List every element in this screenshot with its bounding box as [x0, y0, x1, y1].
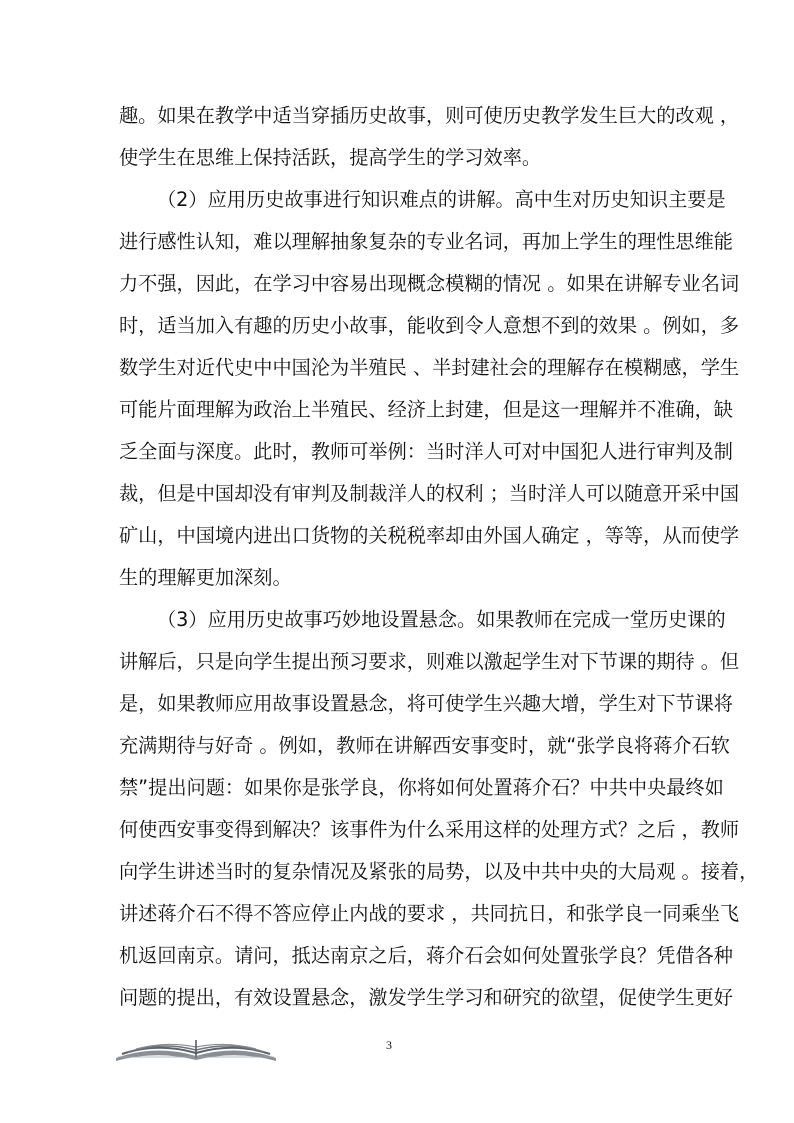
text-line: 矿山，中国境内进出口货物的关税税率却由外国人确定 ，等等，从而使学	[119, 524, 740, 547]
paragraph-3-first-line: （3）应用历史故事巧妙地设置悬念。如果教师在完成一堂历史课的	[157, 608, 726, 631]
text-line: 讲解后，只是向学生提出预习要求，则难以激起学生对下节课的期待 。但	[119, 650, 740, 673]
text-line: 进行感性认知，难以理解抽象复杂的专业名词，再加上学生的理性思维能	[119, 230, 733, 253]
text-line: 是，如果教师应用故事设置悬念，将可使学生兴趣大增，学生对下节课将	[119, 692, 733, 715]
text-line: 裁，但是中国却没有审判及制裁洋人的权利 ；当时洋人可以随意开采中国	[119, 482, 740, 505]
text-line: 充满期待与好奇 。例如，教师在讲解西安事变时，就“张学良将蒋介石软	[119, 734, 730, 757]
text-line: 趣。如果在教学中适当穿插历史故事，则可使历史教学发生巨大的改观 ，	[119, 104, 740, 127]
text-line: 使学生在思维上保持活跃，提高学生的学习效率。	[119, 146, 542, 169]
text-line: 向学生讲述当时的复杂情况及紧张的局势，以及中共中央的大局观 。接着，	[119, 860, 759, 883]
open-book-icon	[112, 1034, 280, 1062]
text-line: 问题的提出，有效设置悬念，激发学生学习和研究的欲望，促使学生更好	[119, 986, 733, 1009]
text-line: 数学生对近代史中中国沦为半殖民 、半封建社会的理解存在模糊感，学生	[119, 356, 740, 379]
text-line: 讲述蒋介石不得不答应停止内战的要求 ，共同抗日，和张学良一同乘坐飞	[119, 902, 740, 925]
text-line: 生的理解更加深刻。	[119, 566, 292, 589]
text-line: 可能片面理解为政治上半殖民、经济上封建，但是这一理解并不准确，缺	[119, 398, 733, 421]
text-line: 力不强，因此，在学习中容易出现概念模糊的情况 。如果在讲解专业名词	[119, 272, 740, 295]
paragraph-2-first-line: （2）应用历史故事进行知识难点的讲解。高中生对历史知识主要是	[157, 188, 726, 211]
text-line: 禁”提出问题：如果你是张学良，你将如何处置蒋介石？中共中央最终如	[119, 776, 724, 799]
text-line: 乏全面与深度。此时，教师可举例：当时洋人可对中国犯人进行审判及制	[119, 440, 733, 463]
text-line: 时，适当加入有趣的历史小故事，能收到令人意想不到的效果 。例如，多	[119, 314, 740, 337]
page-number: 3	[386, 1038, 392, 1052]
text-line: 何使西安事变得到解决？该事件为什么采用这样的处理方式？之后 ，教师	[119, 818, 740, 841]
text-line: 机返回南京。请问，抵达南京之后，蒋介石会如何处置张学良？凭借各种	[119, 944, 733, 967]
